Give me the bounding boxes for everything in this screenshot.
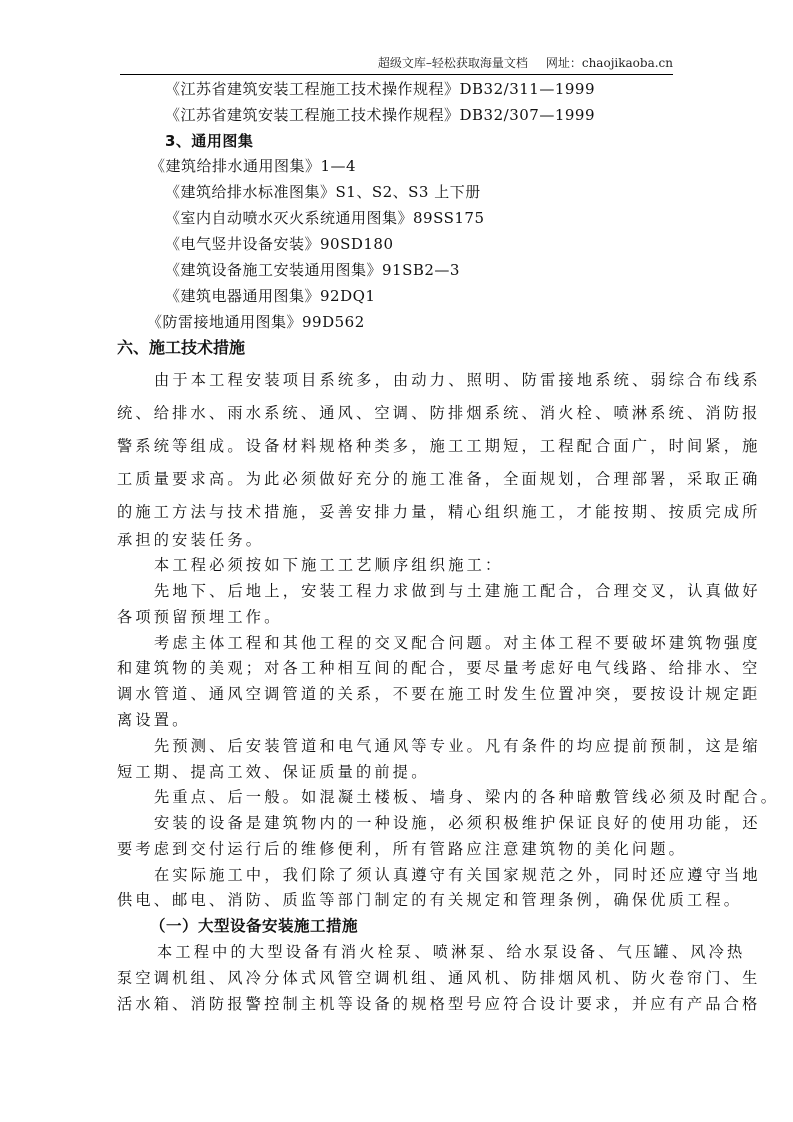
paragraph-line: 短工期、提高工效、保证质量的前提。 xyxy=(117,763,430,781)
atlas-item: 《室内自动喷水灭火系统通用图集》89SS175 xyxy=(165,209,485,227)
paragraph-line: 先预测、后安装管道和电气通风等专业。凡有条件的均应提前预制，这是缩 xyxy=(154,737,761,755)
paragraph-line: 先重点、后一般。如混凝土楼板、墙身、梁内的各种暗敷管线必须及时配合。 xyxy=(154,788,780,806)
reference-item: 《江苏省建筑安装工程施工技术操作规程》DB32/311—1999 xyxy=(165,80,595,98)
header-site-name: 超级文库–轻松获取海量文档 xyxy=(377,56,528,70)
paragraph-line: 活水箱、消防报警控制主机等设备的规格型号应符合设计要求，并应有产品合格 xyxy=(117,995,761,1013)
atlas-item: 《建筑设备施工安装通用图集》91SB2—3 xyxy=(165,261,460,279)
paragraph-line: 本工程必须按如下施工工艺顺序组织施工： xyxy=(154,556,504,574)
paragraph-line: 统、给排水、雨水系统、通风、空调、防排烟系统、消火栓、喷淋系统、消防报 xyxy=(117,404,761,422)
atlas-heading: 3、通用图集 xyxy=(165,132,254,150)
paragraph-line: 警系统等组成。设备材料规格种类多，施工工期短，工程配合面广，时间紧，施 xyxy=(117,437,761,455)
section-heading: 六、施工技术措施 xyxy=(117,338,246,357)
paragraph-line: 调水管道、通风空调管道的关系，不要在施工时发生位置冲突，要按设计规定距 xyxy=(117,685,761,703)
paragraph-line: 在实际施工中，我们除了须认真遵守有关国家规范之外，同时还应遵守当地 xyxy=(154,866,761,884)
atlas-item: 《电气竖井设备安装》90SD180 xyxy=(165,235,394,253)
paragraph-line: 由于本工程安装项目系统多，由动力、照明、防雷接地系统、弱综合布线系 xyxy=(154,371,761,389)
paragraph-line: 供电、邮电、消防、质监等部门制定的有关规定和管理条例，确保优质工程。 xyxy=(117,891,743,909)
header-url: 网址：chaojikaoba.cn xyxy=(545,56,673,70)
paragraph-line: 承担的安装任务。 xyxy=(117,531,265,549)
paragraph-line: 工质量要求高。为此必须做好充分的施工准备，全面规划，合理部署，采取正确 xyxy=(117,470,761,488)
paragraph-line: 的施工方法与技术措施，妥善安排力量，精心组织施工，才能按期、按质完成所 xyxy=(117,503,761,521)
paragraph-line: 和建筑物的美观；对各工种相互间的配合，要尽量考虑好电气线路、给排水、空 xyxy=(117,659,761,677)
paragraph-line: 先地下、后地上，安装工程力求做到与土建施工配合，合理交叉，认真做好 xyxy=(154,582,761,600)
atlas-item: 《建筑电器通用图集》92DQ1 xyxy=(165,287,376,305)
paragraph-line: 离设置。 xyxy=(117,711,191,729)
page-header xyxy=(120,54,673,75)
paragraph-line: 要考虑到交付运行后的维修便利，所有管路应注意建筑物的美化问题。 xyxy=(117,840,688,858)
paragraph-line: 泵空调机组、风冷分体式风管空调机组、通风机、防排烟风机、防火卷帘门、生 xyxy=(117,969,761,987)
paragraph-line: 各项预留预埋工作。 xyxy=(117,608,283,626)
paragraph-line: 考虑主体工程和其他工程的交叉配合问题。对主体工程不要破坏建筑物强度 xyxy=(154,634,761,652)
reference-item: 《江苏省建筑安装工程施工技术操作规程》DB32/307—1999 xyxy=(165,106,595,124)
atlas-item: 《建筑给排水通用图集》1—4 xyxy=(150,157,357,175)
subsection-heading: （一）大型设备安装施工措施 xyxy=(150,917,359,935)
atlas-item: 《防雷接地通用图集》99D562 xyxy=(147,313,365,331)
atlas-item: 《建筑给排水标准图集》S1、S2、S3 上下册 xyxy=(165,183,481,201)
paragraph-line: 安装的设备是建筑物内的一种设施，必须积极维护保证良好的使用功能，还 xyxy=(154,814,761,832)
paragraph-line: 本工程中的大型设备有消火栓泵、喷淋泵、给水泵设备、气压罐、风冷热 xyxy=(157,943,746,961)
